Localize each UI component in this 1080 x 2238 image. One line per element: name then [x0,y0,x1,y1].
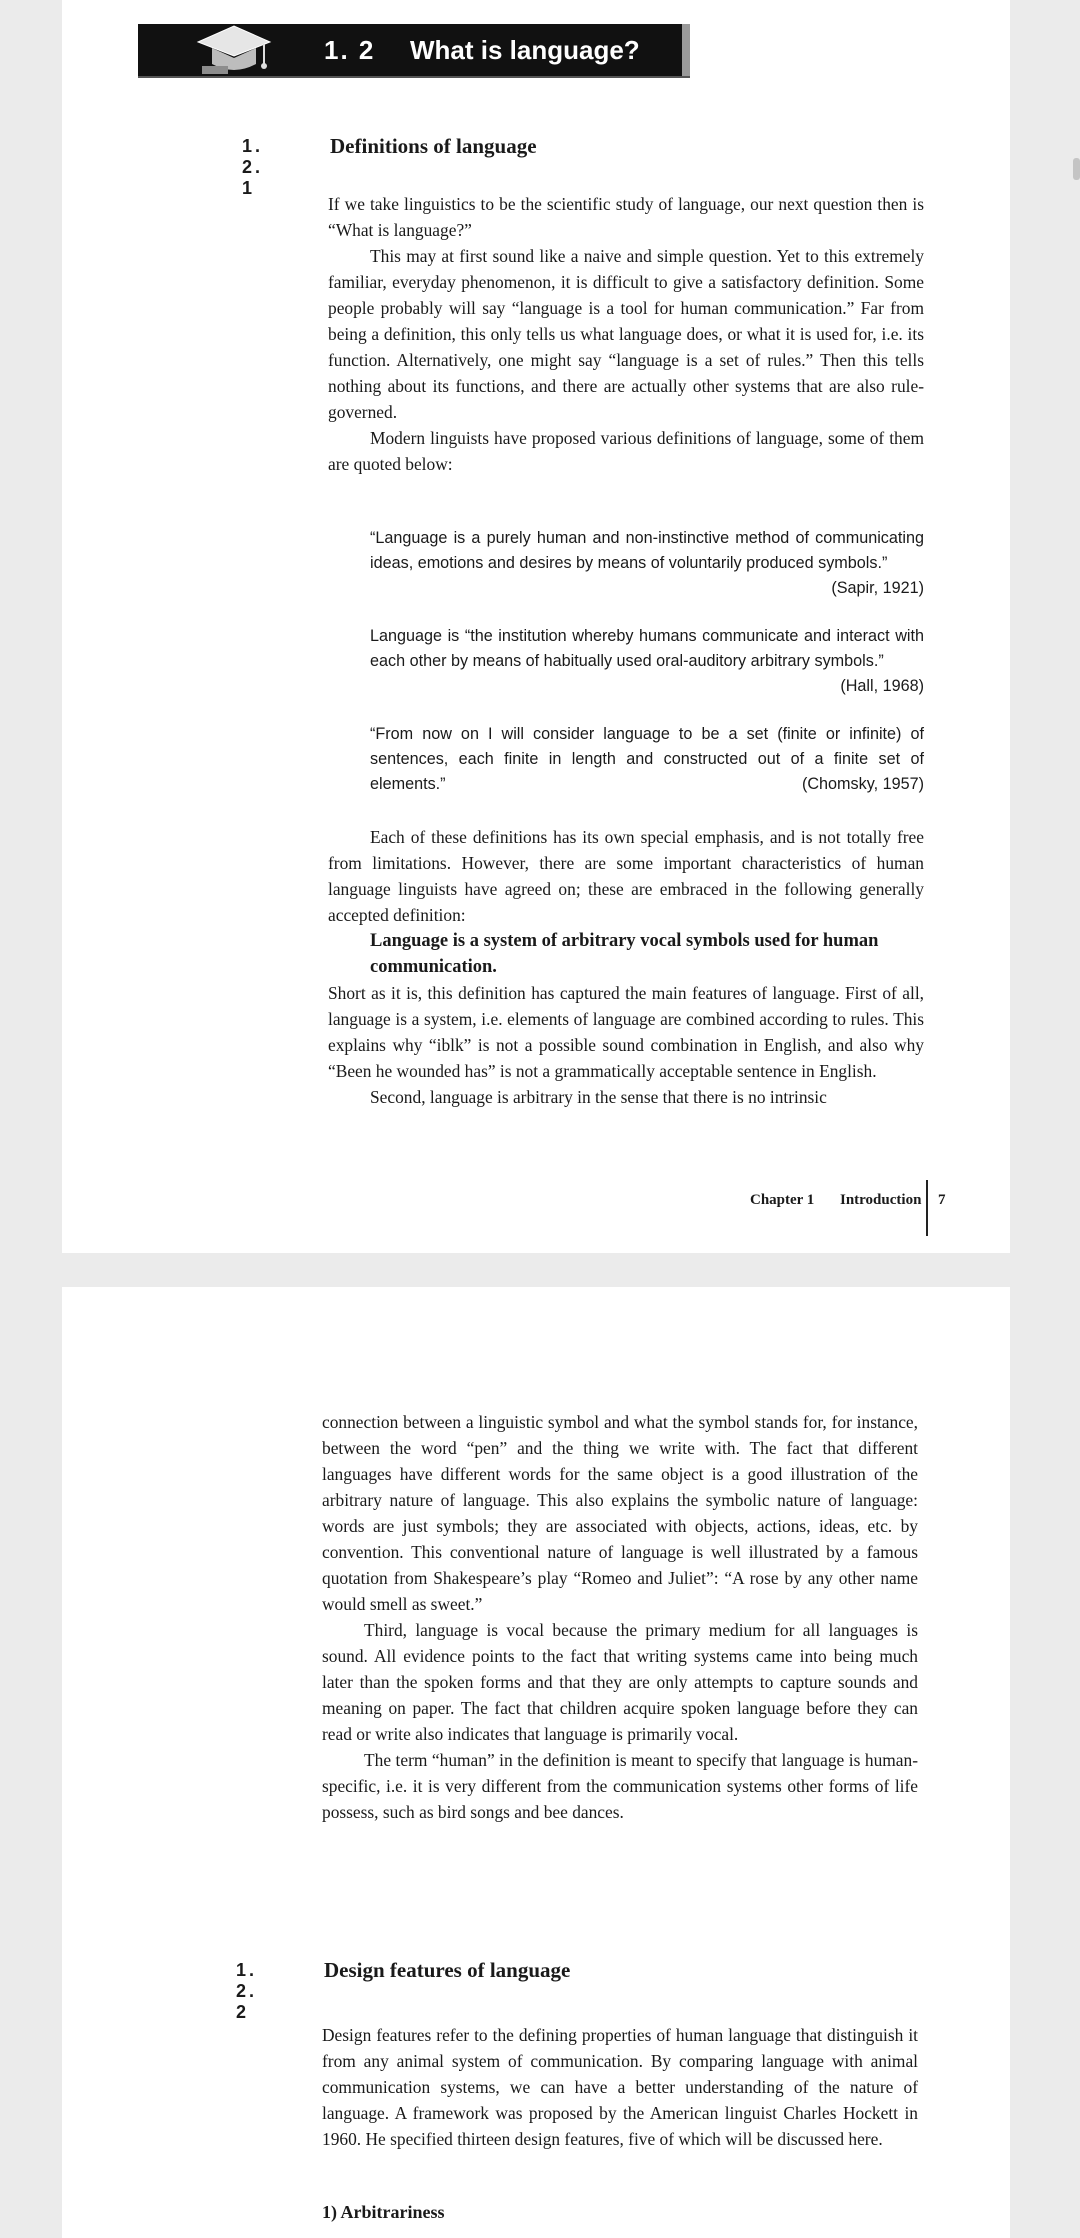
definition-text [328,824,924,1110]
quote-text: “From now on I will consider language to be a set (finite or infinite) of sentences, each finite in length and constructed out of a finite set of elements.” [370,725,924,793]
quote-sapir [370,526,924,601]
section-number: 1. 2. 2 [236,1960,258,2022]
book-page-7 [62,0,1010,1253]
intro-text [328,191,924,477]
quote-citation: (Sapir, 1921) [831,579,924,597]
footer-section: Introduction [840,1192,922,1208]
section-banner [138,24,690,76]
scrollbar-thumb[interactable] [1073,158,1080,180]
quote-citation: (Chomsky, 1957) [801,775,924,793]
paragraph: If we take linguistics to be the scientific study of language, our next question then is “What is language?” [328,194,924,240]
paragraph: This may at first sound like a naive and simple question. Yet to this extremely familiar, everyday phenomenon, it is difficult to give a satisfactory definition. Some people probably will say “language is a tool for human communication.” Far from being a definition, this only tells us what language does, or what it is used for, i.e. its function. Alternatively, one might say “language is a set of rules.” Then this tells nothing about its functions, and there are actually other systems that are also rule-governed. [328,246,924,422]
section-title: Definitions of language [330,134,537,158]
quote-hall [370,624,924,699]
paragraph: The term “human” in the definition is meant to specify that language is human-specific, i.e. it is very different from the communication systems other forms of life possess, such as bird songs and bee dances. [322,1750,918,1822]
definition-statement: Language is a system of arbitrary vocal symbols used for human communication. [370,931,879,977]
banner-section-title: What is language? [410,35,640,65]
subheading-arbitrariness [322,2202,444,2223]
footer-chapter: Chapter 1 [750,1192,815,1208]
quote-chomsky [370,722,924,797]
paragraph: Third, language is vocal because the primary medium for all languages is sound. All evidence points to the fact that writing systems came into being much later than the spoken forms and that they are only attempts to capture sounds and meaning on paper. The fact that children acquire spoken language before they can read or write also indicates that language is primarily vocal. [322,1620,918,1744]
subheading-text: 1) Arbitrariness [322,2202,445,2222]
page-number: 7 [938,1192,946,1208]
section-title: Design features of language [324,1958,571,1982]
book-page-8 [62,1287,1010,2238]
graduation-cap-icon [194,20,274,80]
paragraph: Design features refer to the defining properties of human language that distinguish it from any animal system of communication. By comparing language with animal communication systems, we can have a better understanding of the nature of language. A framework was proposed by the American linguist Charles Hockett in 1960. He specified thirteen design features, five of which will be discussed here. [322,2025,918,2149]
paragraph: Modern linguists have proposed various definitions of language, some of them are quoted below: [328,428,924,474]
banner-section-number: 1. 2 [324,35,376,65]
paragraph: Each of these definitions has its own special emphasis, and is not totally free from limitations. However, there are some important characteristics of human language linguists have agreed on; these are embraced in the following generally accepted definition: [328,827,924,925]
design-features-text [322,2022,918,2152]
quote-text: “Language is a purely human and non-instinctive method of communicating ideas, emotions and desires by means of voluntarily produced symbols.” [370,529,924,572]
paragraph: Second, language is arbitrary in the sense that there is no intrinsic [370,1087,827,1107]
footer-divider [926,1180,928,1236]
section-number: 1. 2. 1 [242,136,264,198]
paragraph: Short as it is, this definition has captured the main features of language. First of all, language is a system, i.e. elements of language are combined according to rules. This explains why “iblk” is not a possible sound combination in English, and also why “Been he wounded has” is not a grammatically acceptable sentence in English. [328,983,924,1081]
paragraph: connection between a linguistic symbol and what the symbol stands for, for instance, between the word “pen” and the thing we write with. The fact that different languages have different words for the same object is a good illustration of the arbitrary nature of language. This also explains the symbolic nature of language: words are just symbols; they are associated with objects, actions, ideas, etc. by convention. This conventional nature of language is well illustrated by a famous quotation from Shakespeare’s play “Romeo and Juliet”: “A rose by any other name would smell as sweet.” [322,1412,918,1614]
continued-text [322,1409,918,1825]
quote-citation: (Hall, 1968) [840,677,924,695]
quote-text: Language is “the institution whereby humans communicate and interact with each other by means of habitually used oral-auditory arbitrary symbols.” [370,627,924,670]
